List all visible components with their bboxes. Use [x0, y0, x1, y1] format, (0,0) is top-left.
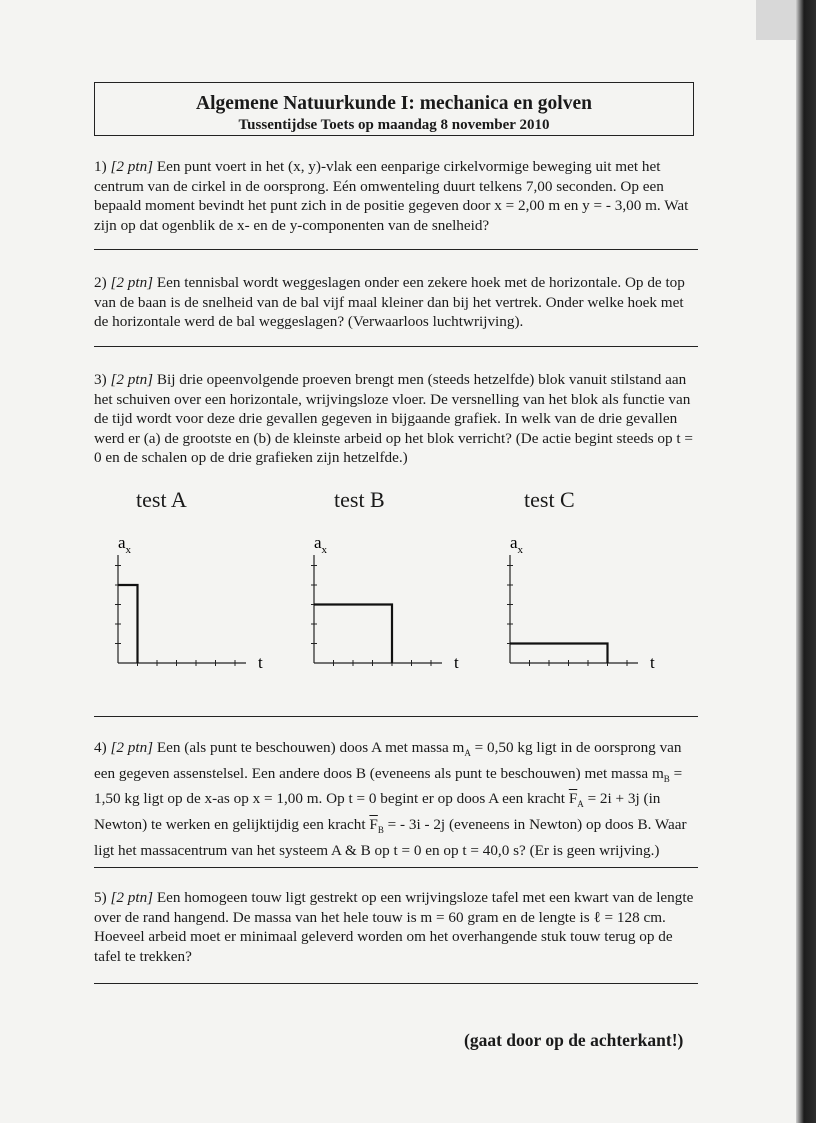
y-axis-label: $a_x$ [118, 533, 132, 556]
y-axis-label: $a_x$ [510, 533, 524, 556]
question-text: Bij drie opeenvolgende proeven brengt men (steeds hetzelfde) blok vanuit stilstand aan het schuiven over een horizontale, wrijvingsloze vloer. De versnelling van het blok als functie van de tijd wordt voor deze drie gevallen gegeven in bijgaande grafiek. In welk van de drie gevallen werd er (a) de grootste en (b) de kleinste arbeid op het blok verricht? (De actie begint steeds op t = 0 en de schalen op de drie grafieken zijn hetzelfde.) [94, 371, 693, 467]
y-axis-label: $a_x$ [314, 533, 328, 556]
acceleration-curve [314, 605, 392, 664]
question-points: [2 ptn] [110, 889, 154, 906]
force-a-expression: = 2i + 3j [583, 790, 640, 808]
question-text: Een punt voert in het (x, y)-vlak een eenparige cirkelvormige beweging uit met het centrum van de cirkel in de oorsprong. Eén omwenteling duurt telkens 7,00 seconden. Op een bepaald moment bevindt het punt zich in de positie gegeven door x = 2,00 m en y = - 3,00 m. Wat zijn op dat ogenblik de x- en de y-componenten van de snelheid? [94, 158, 689, 234]
x-axis-label: t [258, 653, 263, 672]
divider [94, 346, 698, 347]
question-text-3: = 1,50 kg ligt op de x-as op x = 1,00 m. Op t = 0 begint er op doos A een kracht [94, 764, 683, 808]
question-number: 4) [94, 739, 107, 756]
divider [94, 716, 698, 717]
graph-title-a: test A [136, 487, 187, 512]
divider [94, 983, 698, 984]
question-1 [94, 157, 700, 235]
graph-title-c: test C [524, 487, 575, 512]
force-b-symbol: $\overline{F}$ [369, 815, 378, 833]
question-text-1: Een (als punt te beschouwen) doos A met massa m [156, 739, 465, 756]
page-subtitle: Tussentijdse Toets op maandag 8 november 2010 [238, 117, 550, 133]
question-points: [2 ptn] [110, 158, 154, 175]
question-text-2: = 0,50 kg ligt in de oorsprong van een gegeven assenstelsel. Een andere doos B (eveneens als punt te beschouwen) met massa m [94, 739, 682, 782]
title-box [94, 82, 694, 136]
question-text: Een tennisbal wordt weggeslagen onder een zekere hoek met de horizontale. Op de top van de baan is de snelheid van de bal vijf maal kleiner dan bij het vertrek. Onder welke hoek met de horizontale werd de bal weggeslagen? (Verwaarloos luchtwrijving). [94, 274, 685, 331]
question-points: [2 ptn] [110, 739, 154, 756]
force-b-expression: = - 3i - 2j [383, 815, 446, 833]
page-title: Algemene Natuurkunde I: mechanica en golven [196, 93, 592, 114]
question-points: [2 ptn] [110, 274, 154, 291]
x-axis-label: t [650, 653, 655, 672]
question-3 [94, 370, 700, 468]
question-2 [94, 273, 700, 332]
divider [94, 249, 698, 250]
question-number: 5) [94, 889, 107, 906]
scan-edge [796, 0, 816, 1123]
x-axis-label: t [454, 653, 459, 672]
acceleration-curve [510, 644, 608, 664]
force-a-subscript: A [577, 799, 584, 810]
force-a-symbol: $\overline{F}$ [568, 790, 578, 808]
question-number: 2) [94, 274, 107, 291]
subscript-b: B [663, 773, 670, 784]
divider [94, 867, 698, 868]
question-number: 3) [94, 371, 107, 388]
continue-note: (gaat door op de achterkant!) [464, 1030, 684, 1050]
force-b-subscript: B [377, 824, 384, 835]
question-5 [94, 888, 700, 966]
question-4 [94, 738, 700, 860]
question-text-4: (in Newton) te werken en gelijktijdig een kracht [94, 790, 661, 833]
subscript-a: A [464, 748, 471, 759]
graph-test-c [500, 530, 670, 675]
question-number: 1) [94, 158, 107, 175]
graph-title-b: test B [334, 487, 385, 512]
question-text: Een homogeen touw ligt gestrekt op een wrijvingsloze tafel met een kwart van de lengte over de rand hangend. De massa van het hele touw is m = 60 gram en de lengte is ℓ = 128 cm. Hoeveel arbeid moet er minimaal geleverd worden om het overhangende stuk touw terug op de tafel te trekken? [94, 889, 694, 965]
graph-test-a [108, 530, 278, 675]
graph-test-b [304, 530, 474, 675]
question-points: [2 ptn] [110, 371, 154, 388]
question-text-5: (eveneens in Newton) op doos B. Waar ligt het massacentrum van het systeem A & B op t = 0 en op t = 40,0 s? (Er is geen wrijving.) [94, 815, 687, 859]
